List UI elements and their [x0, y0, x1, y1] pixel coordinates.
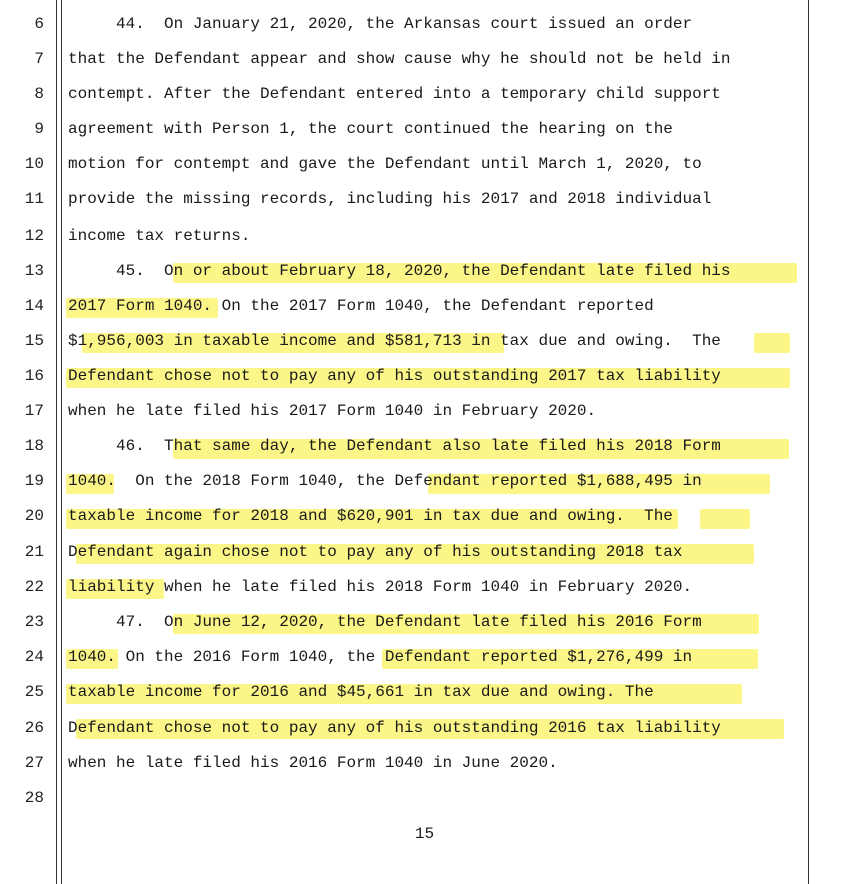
- text-line: 44. On January 21, 2020, the Arkansas court issued an order: [68, 15, 693, 33]
- line-number: 6: [34, 15, 44, 33]
- text-line: Defendant again chose not to pay any of his outstanding 2018 tax: [68, 543, 683, 561]
- page-number: 15: [414, 825, 435, 843]
- highlight: [754, 333, 790, 353]
- line-number: 26: [24, 719, 44, 737]
- line-number: 14: [24, 297, 44, 315]
- line-number: 28: [24, 789, 44, 807]
- text-line: 1040. On the 2018 Form 1040, the Defendant reported $1,688,495 in: [68, 472, 702, 490]
- line-number: 12: [24, 227, 44, 245]
- text-line: 45. On or about February 18, 2020, the Defendant late filed his: [68, 262, 731, 280]
- line-number: 19: [24, 472, 44, 490]
- line-number: 22: [24, 578, 44, 596]
- line-number: 8: [34, 85, 44, 103]
- text-line: that the Defendant appear and show cause why he should not be held in: [68, 50, 731, 68]
- left-margin-rule: [56, 0, 57, 884]
- text-line: 47. On June 12, 2020, the Defendant late filed his 2016 Form: [68, 613, 702, 631]
- line-number: 17: [24, 402, 44, 420]
- text-line: $1,956,003 in taxable income and $581,713 in tax due and owing. The: [68, 332, 721, 350]
- right-margin-rule: [808, 0, 809, 884]
- line-number: 23: [24, 613, 44, 631]
- line-number: 21: [24, 543, 44, 561]
- highlight: [700, 509, 750, 529]
- line-number: 9: [34, 120, 44, 138]
- line-number: 10: [24, 155, 44, 173]
- line-number: 7: [34, 50, 44, 68]
- text-line: 2017 Form 1040. On the 2017 Form 1040, the Defendant reported: [68, 297, 654, 315]
- text-line: agreement with Person 1, the court continued the hearing on the: [68, 120, 673, 138]
- text-line: Defendant chose not to pay any of his outstanding 2016 tax liability: [68, 719, 721, 737]
- line-number: 16: [24, 367, 44, 385]
- line-number: 18: [24, 437, 44, 455]
- line-number: 25: [24, 683, 44, 701]
- text-line: contempt. After the Defendant entered into a temporary child support: [68, 85, 721, 103]
- text-line: provide the missing records, including his 2017 and 2018 individual: [68, 190, 712, 208]
- text-line: when he late filed his 2017 Form 1040 in February 2020.: [68, 402, 597, 420]
- text-line: 46. That same day, the Defendant also late filed his 2018 Form: [68, 437, 721, 455]
- left-margin-rule-inner: [61, 0, 62, 884]
- text-line: taxable income for 2018 and $620,901 in tax due and owing. The: [68, 507, 673, 525]
- text-line: liability when he late filed his 2018 Form 1040 in February 2020.: [68, 578, 693, 596]
- text-line: 1040. On the 2016 Form 1040, the Defendant reported $1,276,499 in: [68, 648, 693, 666]
- line-number: 11: [24, 190, 44, 208]
- text-line: motion for contempt and gave the Defendant until March 1, 2020, to: [68, 155, 702, 173]
- line-number: 27: [24, 754, 44, 772]
- line-number: 20: [24, 507, 44, 525]
- text-line: Defendant chose not to pay any of his outstanding 2017 tax liability: [68, 367, 721, 385]
- text-line: when he late filed his 2016 Form 1040 in June 2020.: [68, 754, 558, 772]
- line-number: 13: [24, 262, 44, 280]
- text-line: taxable income for 2016 and $45,661 in tax due and owing. The: [68, 683, 654, 701]
- text-line: income tax returns.: [68, 227, 251, 245]
- line-number: 24: [24, 648, 44, 666]
- line-number: 15: [24, 332, 44, 350]
